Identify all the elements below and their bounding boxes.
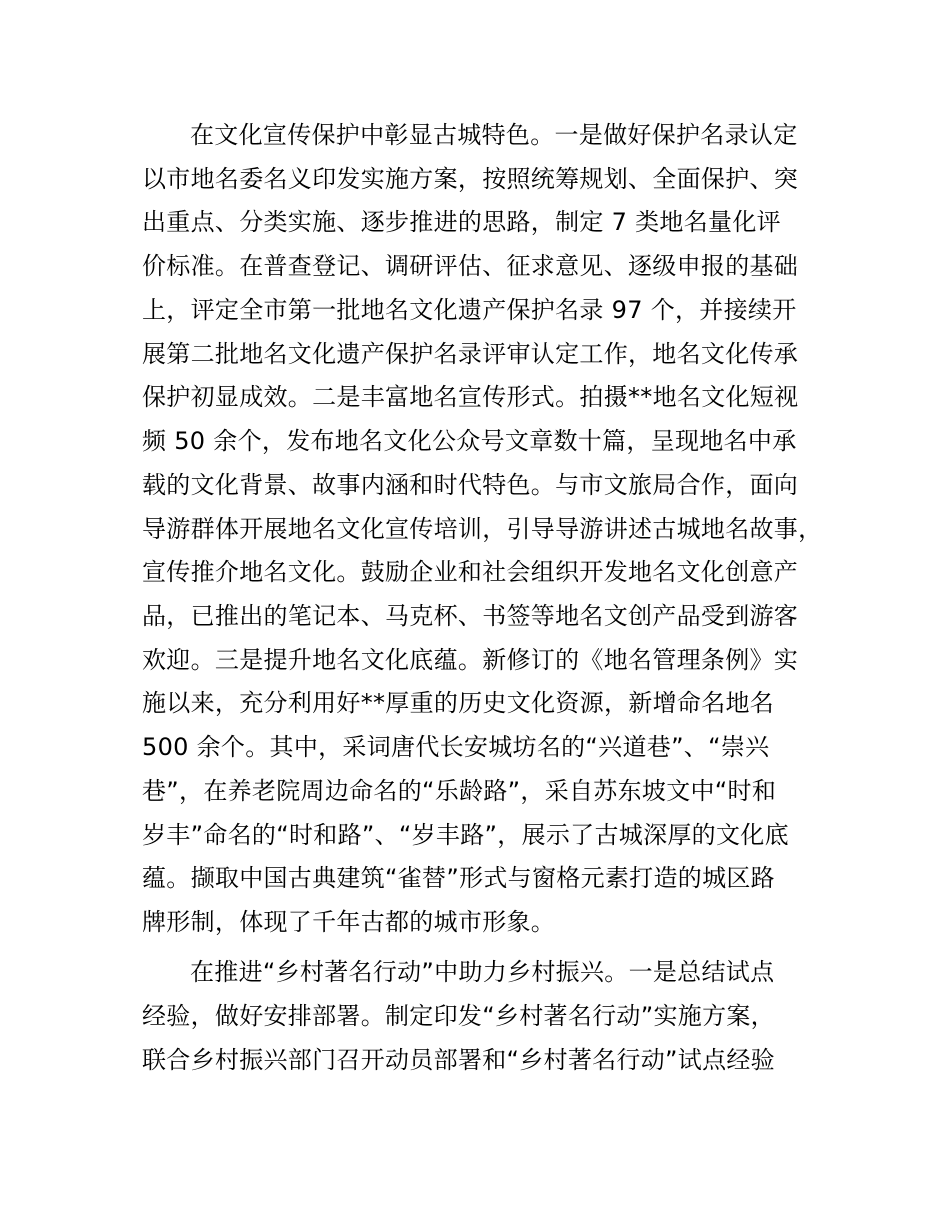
text-line: 价标准。在普查登记、调研评估、征求意见、逐级申报的基础 [142,252,799,280]
text-line: 岁丰”命名的“时和路”、“岁丰路”，展示了古城深厚的文化底 [142,821,789,849]
text-line: 在文化宣传保护中彰显古城特色。一是做好保护名录认定 [190,121,798,149]
text-line: 施以来，充分利用好**厚重的历史文化资源，新增命名地名 [142,689,775,717]
text-line: 载的文化背景、故事内涵和时代特色。与市文旅局合作，面向 [142,471,799,499]
text-line: 以市地名委名义印发实施方案，按照统筹规划、全面保护、突 [142,165,799,193]
text-line: 蕴。撷取中国古典建筑“雀替”形式与窗格元素打造的城区路 [142,864,775,892]
text-line: 经验，做好安排部署。制定印发“乡村著名行动”实施方案， [142,1002,775,1030]
text-line: 欢迎。三是提升地名文化底蕴。新修订的《地名管理条例》实 [142,646,799,674]
text-line: 频 50 余个，发布地名文化公众号文章数十篇，呈现地名中承 [142,427,797,455]
text-line: 展第二批地名文化遗产保护名录评审认定工作，地名文化传承 [142,340,799,368]
text-line: 牌形制，体现了千年古都的城市形象。 [142,908,556,936]
text-line: 品，已推出的笔记本、马克杯、书签等地名文创产品受到游客 [142,602,799,630]
text-line: 上，评定全市第一批地名文化遗产保护名录 97 个，并接续开 [142,296,797,324]
text-line: 巷”，在养老院周边命名的“乐龄路”，采自苏东坡文中“时和 [142,777,777,805]
text-line: 保护初显成效。二是丰富地名宣传形式。拍摄**地名文化短视 [142,383,799,411]
text-line: 导游群体开展地名文化宣传培训，引导导游讲述古城地名故事， [142,515,823,543]
text-line: 出重点、分类实施、逐步推进的思路，制定 7 类地名量化评 [142,208,781,236]
text-line: 联合乡村振兴部门召开动员部署和“乡村著名行动”试点经验 [142,1046,775,1074]
text-line: 500 余个。其中，采词唐代长安城坊名的“兴道巷”、“崇兴 [142,733,770,761]
text-line: 在推进“乡村著名行动”中助力乡村振兴。一是总结试点 [190,958,775,986]
text-line: 宣传推介地名文化。鼓励企业和社会组织开发地名文化创意产 [142,558,799,586]
